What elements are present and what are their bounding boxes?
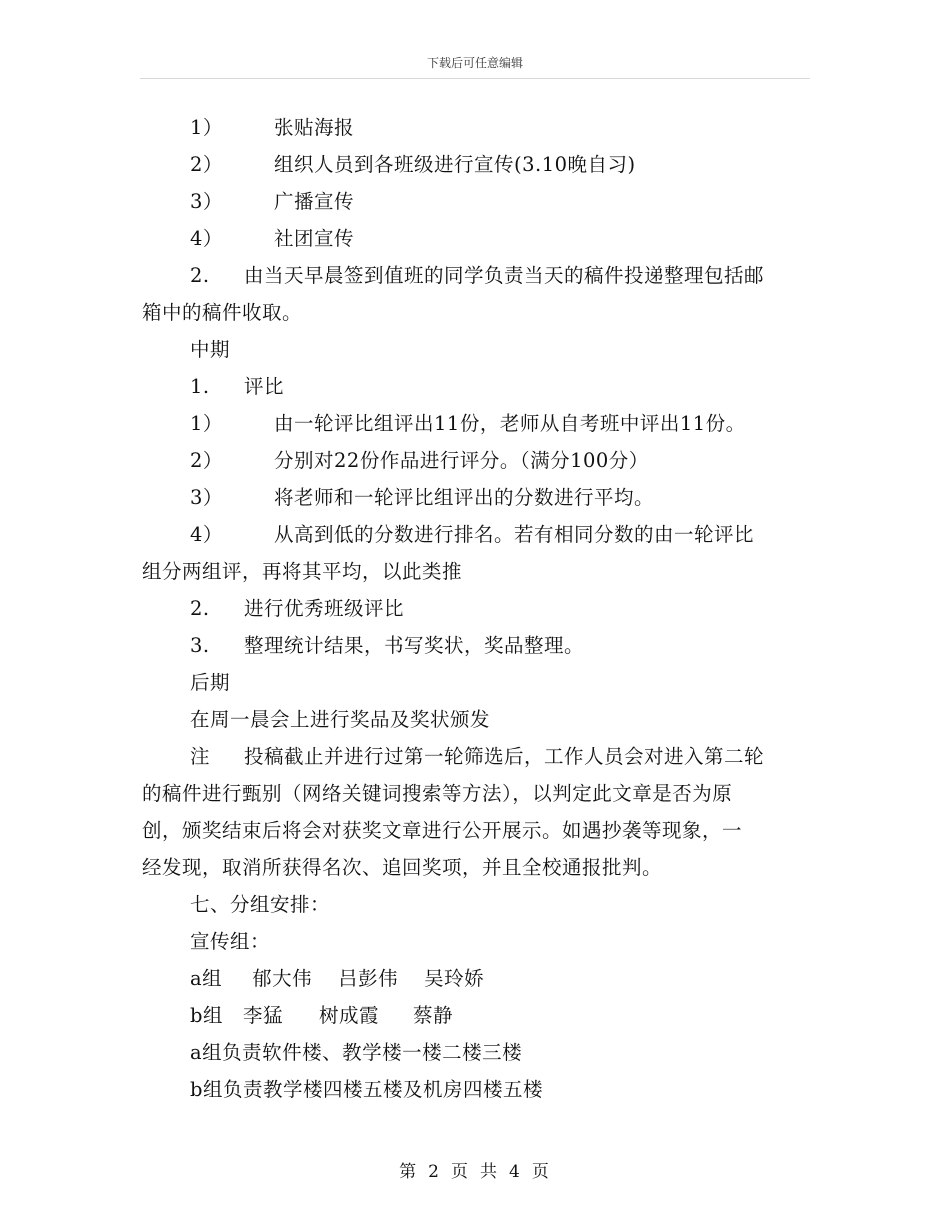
item-text: 评比 — [244, 375, 285, 398]
member-name: 李猛 — [242, 1004, 283, 1027]
footer-word: 第 — [399, 1162, 419, 1182]
item-number: 1） — [190, 116, 223, 139]
item-number: 3） — [190, 190, 223, 213]
footer-word: 页 — [531, 1162, 551, 1182]
item-text: 由一轮评比组评出11份，老师从自考班中评出11份。 — [274, 412, 746, 435]
group-b-members — [142, 997, 812, 1034]
note-line: 的稿件进行甄别（网络关键词搜索等方法），以判定此文章是否为原 — [142, 782, 733, 805]
item-text: 整理统计结果，书写奖状，奖品整理。 — [244, 634, 585, 657]
list-item — [142, 516, 812, 553]
page-header: 下载后可任意编辑 — [426, 56, 523, 70]
item-text: 将老师和一轮评比组评出的分数进行平均。 — [274, 486, 655, 509]
paragraph-line: b组负责教学楼四楼五楼及机房四楼五楼 — [190, 1078, 543, 1101]
footer-word: 共 — [480, 1162, 499, 1182]
list-item — [142, 146, 812, 183]
list-item — [142, 405, 812, 442]
header-divider — [140, 78, 810, 79]
section-heading: 七、分组安排： — [190, 893, 331, 916]
paragraph-line: 箱中的稿件收取。 — [142, 301, 303, 324]
group-a-members — [142, 960, 812, 997]
paragraph-line: 组分两组评，再将其平均，以此类推 — [142, 560, 463, 583]
item-number: 2. — [190, 597, 210, 620]
item-text: 张贴海报 — [274, 116, 355, 139]
list-item — [142, 220, 812, 257]
paragraph-text: 由当天早晨签到值班的同学负责当天的稿件投递整理包括邮 — [244, 264, 765, 287]
list-item — [142, 109, 812, 146]
note-line — [142, 738, 812, 775]
page-total: 4 — [509, 1162, 522, 1182]
group-heading: 宣传组： — [190, 930, 271, 953]
item-number: 1. — [190, 375, 210, 398]
item-number: 3. — [190, 634, 210, 657]
item-text: 社团宣传 — [274, 227, 355, 250]
item-number: 2） — [190, 153, 223, 176]
item-text: 组织人员到各班级进行宣传(3.10晚自习) — [274, 153, 636, 176]
item-number: 3） — [190, 486, 223, 509]
item-number: 4） — [190, 227, 223, 250]
document-body — [142, 109, 812, 1108]
list-item — [142, 368, 812, 405]
list-item — [142, 479, 812, 516]
list-item — [142, 590, 812, 627]
group-label: a组 — [190, 967, 223, 990]
paragraph-line: 在周一晨会上进行奖品及奖状颁发 — [190, 708, 491, 731]
paragraph-line — [142, 257, 812, 294]
list-item — [142, 442, 812, 479]
item-number: 1） — [190, 412, 223, 435]
item-text: 分别对22份作品进行评分。（满分100分） — [274, 449, 649, 472]
section-heading: 中期 — [190, 338, 231, 361]
member-name: 树成霞 — [319, 1004, 380, 1027]
paragraph-line: a组负责软件楼、教学楼一楼二楼三楼 — [190, 1041, 523, 1064]
note-line: 经发现，取消所获得名次、追回奖项，并且全校通报批判。 — [142, 856, 663, 879]
item-number: 2. — [190, 264, 210, 287]
item-number: 4） — [190, 523, 223, 546]
member-name: 吕彭伟 — [338, 967, 399, 990]
member-name: 郁大伟 — [252, 967, 313, 990]
page-number: 2 — [428, 1162, 441, 1182]
section-heading: 后期 — [190, 671, 231, 694]
list-item — [142, 627, 812, 664]
item-text: 广播宣传 — [274, 190, 355, 213]
list-item — [142, 183, 812, 220]
note-text: 投稿截止并进行过第一轮筛选后，工作人员会对进入第二轮 — [244, 745, 765, 768]
note-label: 注 — [190, 745, 211, 768]
group-label: b组 — [190, 1004, 223, 1027]
member-name: 吴玲娇 — [424, 967, 485, 990]
footer-word: 页 — [451, 1162, 470, 1182]
item-number: 2） — [190, 449, 223, 472]
page-footer — [0, 1157, 950, 1182]
item-text: 进行优秀班级评比 — [244, 597, 405, 620]
member-name: 蔡静 — [413, 1004, 454, 1027]
note-line: 创，颁奖结束后将会对获奖文章进行公开展示。如遇抄袭等现象，一 — [142, 819, 743, 842]
item-text: 从高到低的分数进行排名。若有相同分数的由一轮评比 — [274, 523, 755, 546]
